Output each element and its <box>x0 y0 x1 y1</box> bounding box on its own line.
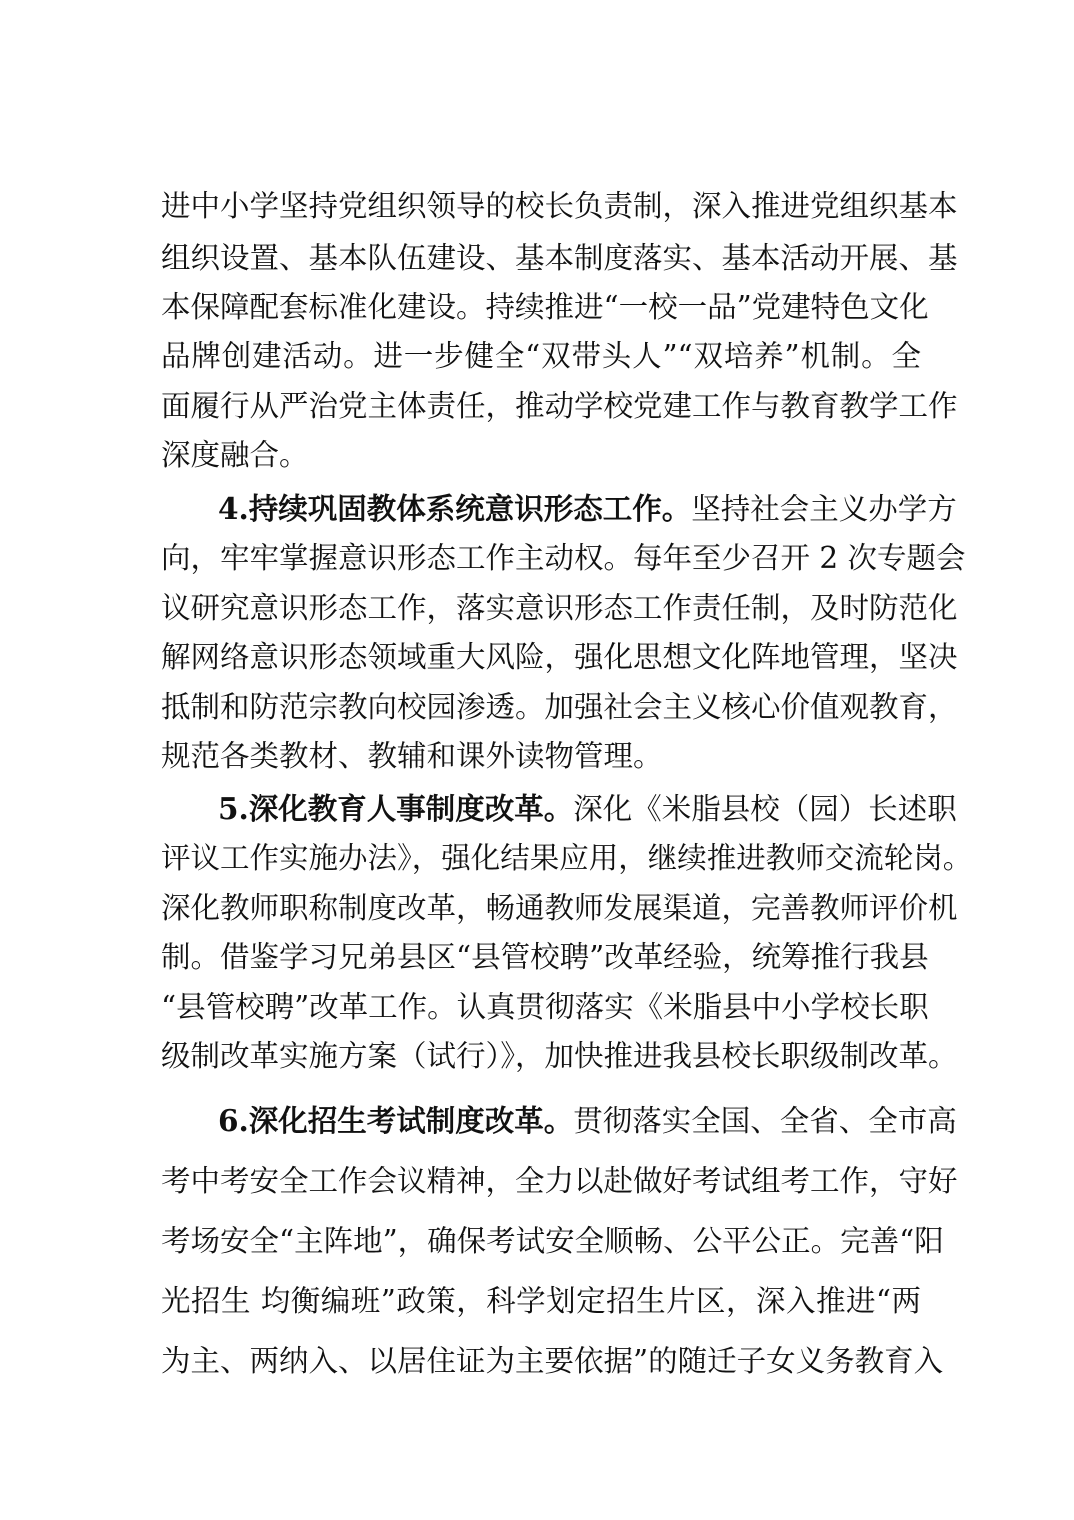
text-line: 制。借鉴学习兄弟县区“县管校聘”改革经验，统筹推行我县 <box>161 940 929 974</box>
text-line: 考场安全“主阵地”，确保考试安全顺畅、公平公正。完善“阳 <box>161 1224 944 1258</box>
section-heading-6: 6.深化招生考试制度改革。 <box>218 1103 574 1138</box>
text-line: 深度融合。 <box>161 438 309 472</box>
text-line: 深化教师职称制度改革，畅通教师发展渠道，完善教师评价机 <box>161 891 958 925</box>
text-span: 贯彻落实全国、全省、全市高 <box>573 1104 957 1138</box>
text-line: 议研究意识形态工作，落实意识形态工作责任制，及时防范化 <box>161 591 958 625</box>
text-line: 解网络意识形态领域重大风险，强化思想文化阵地管理，坚决 <box>161 640 958 674</box>
paragraph-first-line <box>218 1101 957 1141</box>
text-span: 坚持社会主义办学方 <box>691 492 957 526</box>
text-line: 组织设置、基本队伍建设、基本制度落实、基本活动开展、基 <box>161 241 958 275</box>
text-line: 向，牢牢掌握意识形态工作主动权。每年至少召开 2 次专题会 <box>161 541 966 575</box>
text-line: 级制改革实施方案（试行）》，加快推进我县校长职级制改革。 <box>161 1039 958 1073</box>
text-line: 规范各类教材、教辅和课外读物管理。 <box>161 739 663 773</box>
section-heading-4: 4.持续巩固教体系统意识形态工作。 <box>218 491 692 526</box>
text-line: “县管校聘”改革工作。认真贯彻落实《米脂县中小学校长职 <box>161 990 929 1024</box>
paragraph-first-line <box>218 789 957 829</box>
text-span: 深化《米脂县校（园）长述职 <box>573 792 957 826</box>
paragraph-first-line <box>218 489 957 529</box>
text-line: 进中小学坚持党组织领导的校长负责制，深入推进党组织基本 <box>161 189 958 223</box>
text-line: 考中考安全工作会议精神，全力以赴做好考试组考工作，守好 <box>161 1164 958 1198</box>
text-line: 面履行从严治党主体责任，推动学校党建工作与教育教学工作 <box>161 389 958 423</box>
text-line: 为主、两纳入、以居住证为主要依据”的随迁子女义务教育入 <box>161 1344 944 1378</box>
text-line: 抵制和防范宗教向校园渗透。加强社会主义核心价值观教育， <box>161 690 958 724</box>
text-line: 评议工作实施办法》，强化结果应用，继续推进教师交流轮岗。 <box>161 841 973 875</box>
text-line: 本保障配套标准化建设。持续推进“一校一品”党建特色文化 <box>161 290 929 324</box>
text-line: 光招生 均衡编班”政策，科学划定招生片区，深入推进“两 <box>161 1284 921 1318</box>
text-line: 品牌创建活动。进一步健全“双带头人”“双培养”机制。全 <box>161 339 921 373</box>
section-heading-5: 5.深化教育人事制度改革。 <box>218 791 574 826</box>
